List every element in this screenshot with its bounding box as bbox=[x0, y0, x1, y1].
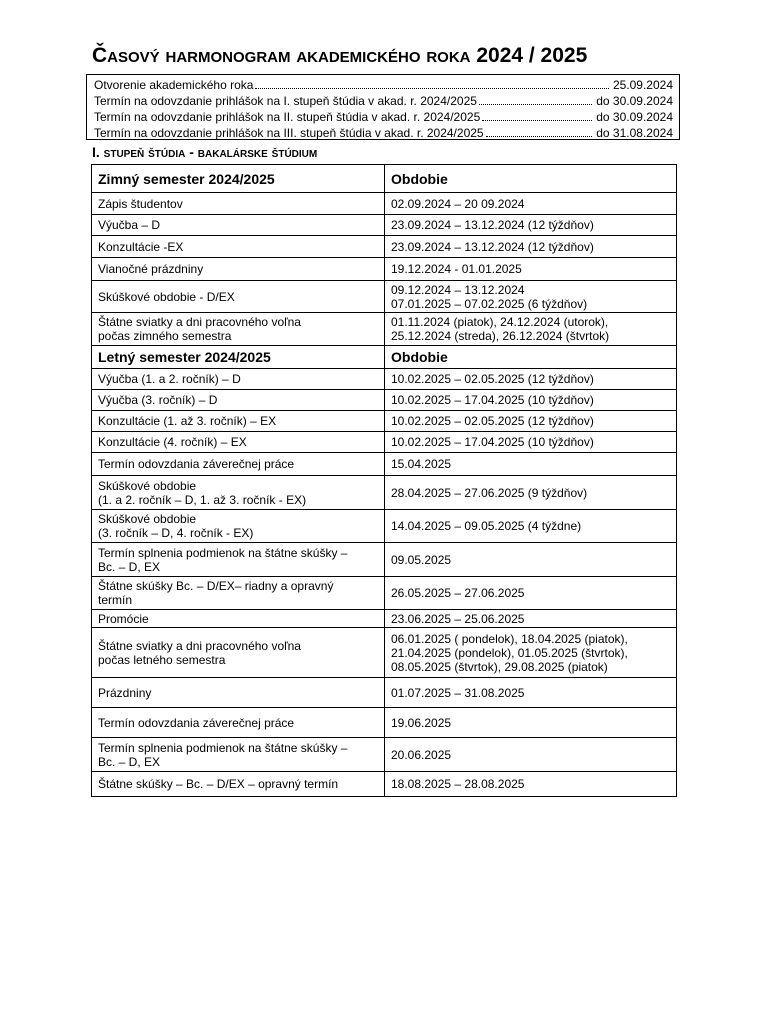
table-row bbox=[92, 476, 677, 510]
key-date-value: do 30.09.2024 bbox=[596, 94, 673, 108]
row-value: 28.04.2025 – 27.06.2025 (9 týždňov) bbox=[385, 476, 677, 510]
dot-leader bbox=[482, 119, 592, 121]
row-value: 15.04.2025 bbox=[385, 453, 677, 476]
key-date-line bbox=[94, 109, 673, 125]
row-value: 02.09.2024 – 20 09.2024 bbox=[385, 193, 677, 215]
table-row bbox=[92, 432, 677, 453]
row-label: Termín splnenia podmienok na štátne skúšky – Bc. – D, EX bbox=[92, 543, 385, 577]
row-value: 19.12.2024 - 01.01.2025 bbox=[385, 258, 677, 281]
table-row bbox=[92, 772, 677, 797]
row-value: 23.06.2025 – 25.06.2025 bbox=[385, 610, 677, 628]
key-date-label: Otvorenie akademického roka bbox=[94, 78, 254, 92]
dot-leader bbox=[255, 87, 609, 89]
key-date-value: 25.09.2024 bbox=[612, 78, 673, 92]
row-label: Konzultácie (1. až 3. ročník) – EX bbox=[92, 411, 385, 432]
key-date-value: do 30.09.2024 bbox=[596, 110, 673, 124]
row-label: Štátne skúšky – Bc. – D/EX – opravný termín bbox=[92, 772, 385, 797]
row-label: Termín odovzdania záverečnej práce bbox=[92, 453, 385, 476]
row-label: Štátne sviatky a dni pracovného voľna počas letného semestra bbox=[92, 628, 385, 678]
row-value: 10.02.2025 – 02.05.2025 (12 týždňov) bbox=[385, 369, 677, 390]
row-label: Výučba (1. a 2. ročník) – D bbox=[92, 369, 385, 390]
table-row bbox=[92, 258, 677, 281]
table-row bbox=[92, 236, 677, 258]
table-row bbox=[92, 313, 677, 346]
table-row bbox=[92, 678, 677, 708]
row-value: 19.06.2025 bbox=[385, 708, 677, 738]
key-date-label: Termín na odovzdanie prihlášok na II. stupeň štúdia v akad. r. 2024/2025 bbox=[94, 110, 481, 124]
row-label: Termín odovzdania záverečnej práce bbox=[92, 708, 385, 738]
section-heading: I. stupeň štúdia - bakalárske štúdium bbox=[92, 144, 318, 160]
page-title: Časový harmonogram akademického roka 2024 / 2025 bbox=[92, 44, 588, 67]
row-label: Skúškové obdobie - D/EX bbox=[92, 281, 385, 313]
table-row bbox=[92, 193, 677, 215]
row-value: 20.06.2025 bbox=[385, 738, 677, 772]
table-row bbox=[92, 369, 677, 390]
row-label: Štátne skúšky Bc. – D/EX– riadny a opravný termín bbox=[92, 577, 385, 610]
row-value: 18.08.2025 – 28.08.2025 bbox=[385, 772, 677, 797]
row-value: 06.01.2025 ( pondelok), 18.04.2025 (piatok), 21.04.2025 (pondelok), 01.05.2025 (štvrtok), 08.05.2025 (štvrtok), 29.08.2025 (piatok) bbox=[385, 628, 677, 678]
key-dates-box bbox=[86, 74, 680, 140]
row-value: 09.05.2025 bbox=[385, 543, 677, 577]
row-label: Prázdniny bbox=[92, 678, 385, 708]
summer-semester-title: Letný semester 2024/2025 bbox=[92, 346, 385, 369]
row-label: Promócie bbox=[92, 610, 385, 628]
table-row bbox=[92, 390, 677, 411]
key-date-label: Termín na odovzdanie prihlášok na I. stupeň štúdia v akad. r. 2024/2025 bbox=[94, 94, 477, 108]
row-label: Vianočné prázdniny bbox=[92, 258, 385, 281]
period-header: Obdobie bbox=[385, 346, 677, 369]
row-value: 26.05.2025 – 27.06.2025 bbox=[385, 577, 677, 610]
row-label: Výučba – D bbox=[92, 215, 385, 236]
row-value: 23.09.2024 – 13.12.2024 (12 týždňov) bbox=[385, 236, 677, 258]
row-value: 23.09.2024 – 13.12.2024 (12 týždňov) bbox=[385, 215, 677, 236]
row-label: Zápis študentov bbox=[92, 193, 385, 215]
table-row bbox=[92, 708, 677, 738]
row-value: 10.02.2025 – 17.04.2025 (10 týždňov) bbox=[385, 432, 677, 453]
table-row bbox=[92, 610, 677, 628]
schedule-table bbox=[91, 164, 677, 797]
table-row bbox=[92, 543, 677, 577]
table-row bbox=[92, 215, 677, 236]
row-value: 10.02.2025 – 17.04.2025 (10 týždňov) bbox=[385, 390, 677, 411]
dot-leader bbox=[486, 135, 593, 137]
table-row bbox=[92, 281, 677, 313]
dot-leader bbox=[479, 103, 592, 105]
table-row bbox=[92, 510, 677, 543]
table-row bbox=[92, 738, 677, 772]
row-label: Štátne sviatky a dni pracovného voľna počas zimného semestra bbox=[92, 313, 385, 346]
row-label: Skúškové obdobie (1. a 2. ročník – D, 1. až 3. ročník - EX) bbox=[92, 476, 385, 510]
row-value: 09.12.2024 – 13.12.2024 07.01.2025 – 07.02.2025 (6 týždňov) bbox=[385, 281, 677, 313]
row-value: 10.02.2025 – 02.05.2025 (12 týždňov) bbox=[385, 411, 677, 432]
key-date-label: Termín na odovzdanie prihlášok na III. stupeň štúdia v akad. r. 2024/2025 bbox=[94, 126, 484, 140]
row-label: Termín splnenia podmienok na štátne skúšky – Bc. – D, EX bbox=[92, 738, 385, 772]
key-date-line bbox=[94, 125, 673, 141]
table-row bbox=[92, 411, 677, 432]
row-value: 01.07.2025 – 31.08.2025 bbox=[385, 678, 677, 708]
winter-header-row bbox=[92, 165, 677, 193]
row-value: 14.04.2025 – 09.05.2025 (4 týždne) bbox=[385, 510, 677, 543]
key-date-line bbox=[94, 77, 673, 93]
table-row bbox=[92, 577, 677, 610]
table-row bbox=[92, 628, 677, 678]
row-value: 01.11.2024 (piatok), 24.12.2024 (utorok), 25.12.2024 (streda), 26.12.2024 (štvrtok) bbox=[385, 313, 677, 346]
winter-semester-title: Zimný semester 2024/2025 bbox=[92, 165, 385, 193]
period-header: Obdobie bbox=[385, 165, 677, 193]
row-label: Skúškové obdobie (3. ročník – D, 4. ročník - EX) bbox=[92, 510, 385, 543]
row-label: Konzultácie (4. ročník) – EX bbox=[92, 432, 385, 453]
row-label: Konzultácie -EX bbox=[92, 236, 385, 258]
table-row bbox=[92, 453, 677, 476]
key-date-value: do 31.08.2024 bbox=[596, 126, 673, 140]
key-date-line bbox=[94, 93, 673, 109]
summer-header-row bbox=[92, 346, 677, 369]
row-label: Výučba (3. ročník) – D bbox=[92, 390, 385, 411]
